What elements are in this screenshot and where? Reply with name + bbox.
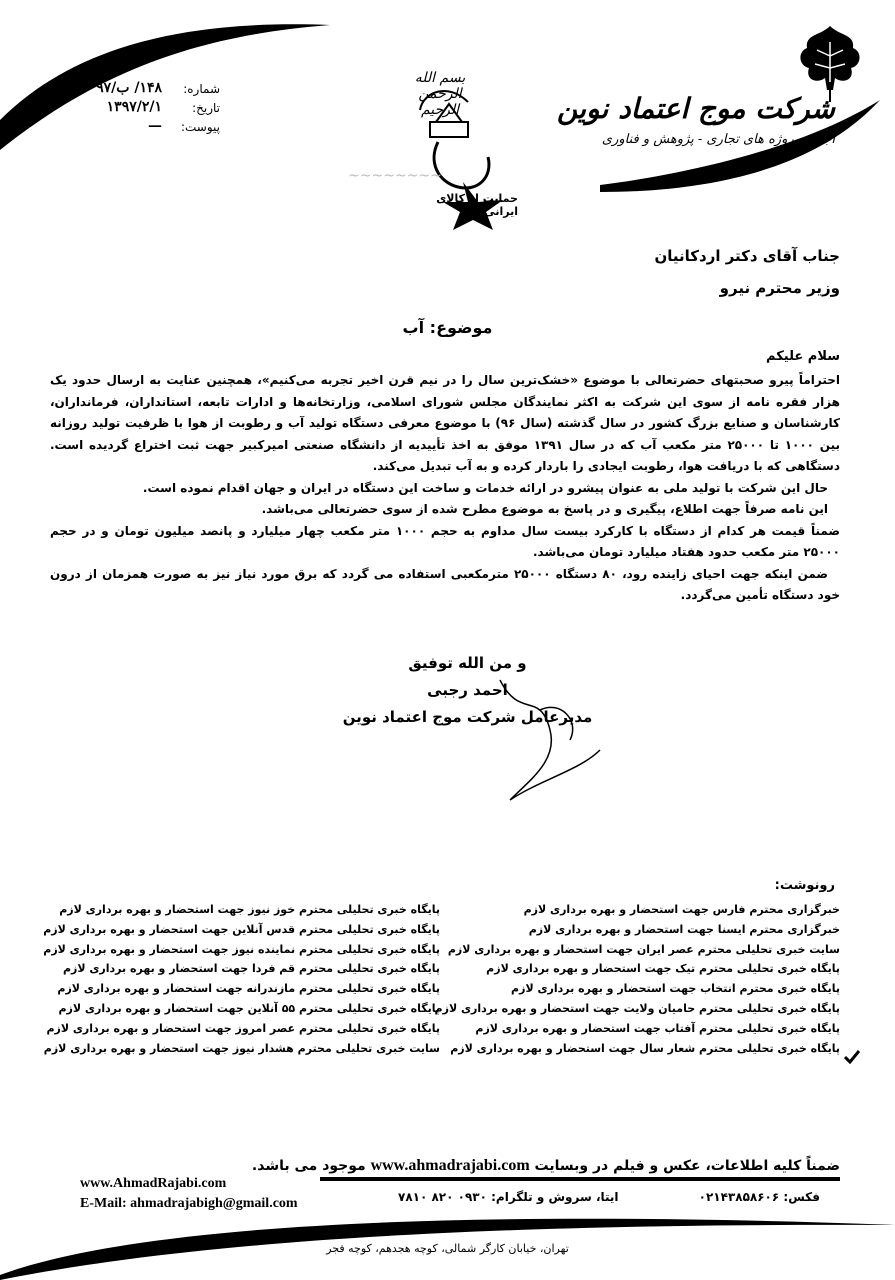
cc-item: پایگاه خبری تحلیلی محترم نماینده نیوز جهت استحضار و بهره برداری لازم [43, 942, 440, 956]
cc-item: پایگاه خبری محترم انتخاب جهت استحضار و بهره برداری لازم [511, 982, 840, 996]
company-brand [557, 92, 835, 147]
attachment-label: پیوست: [180, 120, 220, 134]
letter-subject: موضوع: آب [402, 318, 493, 337]
cc-item: پایگاه خبری تحلیلی محترم قم فردا جهت استحضار و بهره برداری لازم [62, 962, 440, 976]
cc-title: رونوشت: [774, 878, 835, 893]
cc-item: پایگاه خبری تحلیلی محترم حامیان ولایت جهت استحضار و بهره برداری لازم [434, 1001, 840, 1015]
addressee-title: وزیر محترم نیرو [719, 279, 840, 297]
cc-item: خبرگزاری محترم ایسنا جهت استحضار و بهره برداری لازم [528, 922, 840, 936]
footer-fax: فکس: ۰۲۱۴۳۸۵۸۶۰۶ [698, 1190, 820, 1204]
body-paragraph-1: احتراماً پیرو صحبتهای حضرتعالی با موضوع «خشک‌ترین سال را در نیم قرن اخیر تجربه می‌کنیم»، همچنین عنایت به ارسال حدود یک هزار فقره نامه از سوی این شرکت به اکثر نمایندگان مجلس شورای اسلامی، وزارتخانه‌ها و ادارات تابعه، استانداران، فرمانداران، کارشناسان و صنایع بزرگ کشور در سال گذشته (سال ۹۶) با موضوع معرفی دستگاه تولید آب و رطوبت از هوا با ظرفیت تولید روزانه بین ۱۰۰۰ تا ۲۵۰۰۰ متر مکعب آب که در سال ۱۳۹۱ موفق به اخذ تأییدیه از دانشگاه صنعتی امیرکبیر جهت ثبت اختراع گردیده است. دستگاهی که با دریافت هوا، رطوبت ایجادی را باردار کرده و به آب تبدیل می‌کند. [50, 373, 840, 473]
cc-item: پایگاه خبری تحلیلی محترم خوز نیوز جهت استحضار و بهره برداری لازم [59, 903, 440, 916]
cc-item: سایت خبری تحلیلی محترم عصر ایران جهت استحضار و بهره برداری لازم [447, 942, 840, 956]
signer-title: مدیرعامل شرکت موج اعتماد نوین [342, 708, 593, 726]
addressee-block [654, 240, 840, 304]
company-tagline: اجرای پروژه های تجاری - پژوهش و فناوری [601, 132, 835, 147]
body-paragraph-4: ضمناً قیمت هر کدام از دستگاه با کارکرد بیست سال مداوم به حجم ۱۰۰۰ متر مکعب چهار میلیارد و پانصد میلیون تومان و در حجم ۲۵۰۰۰ متر مکعب حدود هفتاد میلیارد تومان می‌باشد. [50, 523, 840, 559]
handwritten-signature [480, 660, 610, 810]
body-paragraph-3: این نامه صرفاً جهت اطلاع، پیگیری و در پاسخ به موضوع مطرح شده از سوی حضرتعالی می‌باشد. [261, 502, 828, 516]
number-label: شماره: [183, 82, 220, 96]
footer-address: تهران، خیابان کارگر شمالی، کوچه هجدهم، کوچه فجر [326, 1242, 569, 1255]
body-paragraph-5: ضمن اینکه جهت احیای زاینده رود، ۸۰ دستگاه ۲۵۰۰۰ مترمکعبی استفاده می گردد که برق مورد نیاز نیز به صورت همزمان از درون خود دستگاه تأمین می‌گردد. [50, 566, 840, 602]
closing-block [0, 650, 895, 731]
closing-phrase: و من الله توفیق [408, 654, 527, 672]
company-name: شرکت موج اعتماد نوین [556, 92, 835, 125]
footer-note-prefix: ضمناً کلیه اطلاعات، عکس و فیلم در وبسایت [534, 1158, 840, 1174]
body-paragraph-2: حال این شرکت با تولید ملی به عنوان پیشرو در ارائه خدمات و ساخت این دستگاه در ایران و جهان اقدام نموده است. [142, 480, 828, 495]
addressee-name: جناب آقای دکتر اردکانیان [654, 247, 840, 265]
meta-attachment-row [80, 120, 220, 139]
cc-item: پایگاه خبری تحلیلی محترم تیک جهت استحضار و بهره برداری لازم [486, 962, 840, 976]
cc-item: پایگاه خبری تحلیلی محترم عصر امروز جهت استحضار و بهره برداری لازم [46, 1021, 440, 1035]
cc-right-column [434, 900, 840, 1058]
cc-left-column [43, 900, 440, 1058]
cc-item: پایگاه خبری تحلیلی محترم ۵۵ آنلاین جهت استحضار و بهره برداری لازم [58, 1001, 440, 1015]
attachment-value: — [148, 118, 162, 134]
cc-item: پایگاه خبری تحلیلی محترم مازندرانه جهت استحضار و بهره برداری لازم [57, 982, 440, 996]
cc-item: خبرگزاری محترم فارس جهت استحضار و بهره برداری لازم [523, 903, 840, 916]
number-value: ۱۴۸/ ب/۹۷ [96, 80, 162, 96]
date-value: ۱۳۹۷/۲/۱ [106, 99, 162, 115]
bismillah-calligraphy: بسم الله الرحمن الرحیم [414, 70, 466, 118]
cc-item: پایگاه خبری تحلیلی محترم آفتاب جهت استحضار و بهره برداری لازم [475, 1021, 840, 1035]
greeting: سلام علیکم [766, 349, 840, 364]
footer-phone: ایتا، سروش و تلگرام: ۰۹۳۰ ۸۲۰ ۷۸۱۰ [398, 1190, 619, 1204]
checkmark-icon [844, 1050, 860, 1064]
footer-note-suffix: موجود می باشد. [251, 1158, 366, 1174]
emblem-slogan: حمایت از کالای ایرانی [436, 192, 518, 218]
footer-note-site-link[interactable]: www.ahmadrajabi.com [370, 1157, 530, 1174]
cc-item: پایگاه خبری تحلیلی محترم قدس آنلاین جهت استحضار و بهره برداری لازم [43, 922, 440, 936]
signer-name: احمد رجبی [427, 681, 508, 699]
footer-email[interactable]: E-Mail: ahmadrajabigh@gmail.com [80, 1196, 298, 1211]
cc-item: سایت خبری تحلیلی محترم هشدار نیوز جهت استحضار و بهره برداری لازم [43, 1041, 440, 1055]
svg-text:~~~~~~~~: ~~~~~~~~ [348, 168, 442, 184]
letter-body [50, 370, 840, 607]
footer-website-link[interactable]: www.AhmadRajabi.com [80, 1176, 227, 1191]
cc-item: پایگاه خبری تحلیلی محترم شعار سال جهت استحضار و بهره برداری لازم [450, 1041, 840, 1055]
support-iranian-goods-emblem [328, 62, 518, 232]
letter-meta [80, 82, 220, 139]
date-label: تاریخ: [192, 101, 220, 115]
footer-note [252, 1157, 840, 1175]
footer-divider [320, 1177, 840, 1181]
